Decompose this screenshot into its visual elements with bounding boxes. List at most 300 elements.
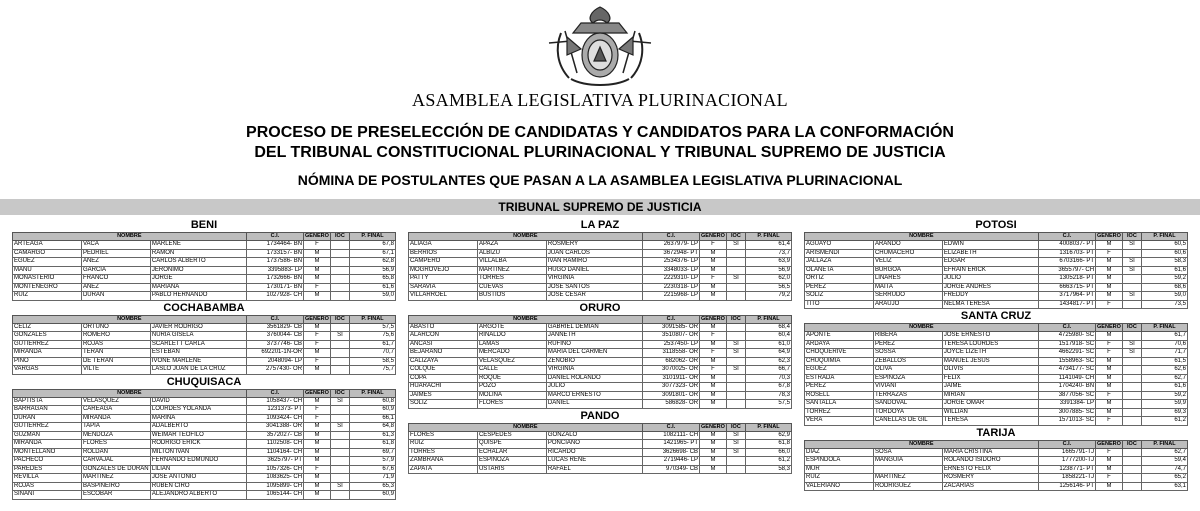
- cell-ci: 1065144- CH: [246, 491, 303, 500]
- cell-genero: M: [1096, 332, 1123, 341]
- department-title: POTOSI: [975, 219, 1017, 231]
- cell-paterno: TORRES: [409, 448, 478, 457]
- table-row: [805, 448, 1188, 457]
- cell-final: 61,2: [1142, 417, 1188, 426]
- cell-materno: LAMAS: [477, 340, 546, 349]
- cell-genero: M: [304, 266, 331, 275]
- cell-ci: 3510807- OR: [642, 332, 699, 341]
- cell-nombres: JUAN CARLOS: [546, 249, 642, 258]
- cell-final: 61,6: [1142, 266, 1188, 275]
- cell-ci: 1517918- SC: [1038, 340, 1095, 349]
- cell-final: 62,3: [746, 357, 792, 366]
- cell-nombres: FREDDY: [942, 292, 1038, 301]
- cell-paterno: RUIZ: [13, 292, 82, 301]
- cell-final: 62,8: [350, 258, 396, 267]
- cell-ci: 6663715- PT: [1038, 283, 1095, 292]
- cell-nombres: MARIA DEL CARMEN: [546, 349, 642, 358]
- table-row: [13, 491, 396, 500]
- cell-ci: 1704240- BN: [1038, 383, 1095, 392]
- cell-final: 60,8: [350, 397, 396, 406]
- cell-paterno: PEREZ: [805, 383, 874, 392]
- cell-materno: QUISPE: [477, 440, 546, 449]
- cell-ioc: [330, 414, 349, 423]
- cell-ci: 3091585- OR: [642, 323, 699, 332]
- cell-final: 61,4: [746, 241, 792, 250]
- cell-ci: 1104164- CH: [246, 448, 303, 457]
- cell-ioc: SI: [330, 423, 349, 432]
- cell-ci: 3070025- OR: [642, 366, 699, 375]
- cell-ci: 1231373- PT: [246, 406, 303, 415]
- cell-nombres: ALEJANDRO ALBERTO: [150, 491, 246, 500]
- cell-ci: 3101911- OR: [642, 374, 699, 383]
- header-ioc: IOC: [330, 315, 349, 323]
- cell-nombres: ZENOBIO: [546, 357, 642, 366]
- cell-nombres: LILIAN: [150, 465, 246, 474]
- candidates-table: [408, 315, 792, 409]
- table-row: [805, 408, 1188, 417]
- cell-nombres: ERNESTO FELIX: [942, 465, 1038, 474]
- cell-ci: 1238771- PT: [1038, 465, 1095, 474]
- table-header-row: [13, 233, 396, 241]
- cell-ioc: SI: [726, 241, 745, 250]
- subtitle: NÓMINA DE POSTULANTES QUE PASAN A LA ASAMBLEA LEGISLATIVA PLURINACIONAL: [297, 172, 903, 188]
- cell-paterno: ESTRADA: [805, 374, 874, 383]
- cell-paterno: PAREDES: [13, 465, 82, 474]
- cell-ci: 1734464- BN: [246, 241, 303, 250]
- table-row: [13, 332, 396, 341]
- header-ci: C.I.: [246, 233, 303, 241]
- header-nombre: NOMBRE: [13, 233, 247, 241]
- header-genero: GÉNERO: [305, 233, 329, 239]
- cell-final: 59,9: [1142, 400, 1188, 409]
- cell-ci: 2215968- LP: [642, 292, 699, 301]
- cell-ioc: [726, 357, 745, 366]
- cell-final: 62,6: [1142, 366, 1188, 375]
- table-row: [805, 292, 1188, 301]
- table-header-row: [805, 233, 1188, 241]
- cell-final: 60,5: [1142, 241, 1188, 250]
- cell-genero: M: [700, 340, 727, 349]
- cell-genero: F: [304, 283, 331, 292]
- cell-materno: ALBIZU: [477, 249, 546, 258]
- cell-ci: 3348033- LP: [642, 266, 699, 275]
- cell-paterno: MANU: [13, 266, 82, 275]
- table-row: [13, 414, 396, 423]
- cell-final: 56,5: [746, 283, 792, 292]
- cell-nombres: RAFAEL: [546, 465, 642, 474]
- cell-ioc: [1122, 391, 1141, 400]
- cell-ci: 3077323- OR: [642, 383, 699, 392]
- cell-paterno: EGUEZ: [13, 258, 82, 267]
- cell-materno: CARVAJAL: [81, 457, 150, 466]
- cell-ioc: SI: [726, 431, 745, 440]
- cell-final: 56,9: [746, 266, 792, 275]
- cell-ioc: [726, 332, 745, 341]
- cell-genero: M: [1096, 283, 1123, 292]
- header-genero: GÉNERO: [701, 315, 725, 322]
- cell-genero: M: [304, 397, 331, 406]
- cell-final: 65,3: [350, 482, 396, 491]
- cell-final: 66,1: [350, 414, 396, 423]
- cell-final: 69,3: [1142, 408, 1188, 417]
- header-ioc: IOC: [1122, 440, 1141, 448]
- table-row: [409, 448, 792, 457]
- header-nombre: NOMBRE: [805, 233, 1039, 241]
- cell-genero: F: [304, 414, 331, 423]
- cell-ioc: [330, 323, 349, 332]
- cell-ioc: SI: [726, 349, 745, 358]
- table-row: [805, 266, 1188, 275]
- cell-final: 59,4: [1142, 457, 1188, 466]
- cell-ioc: SI: [726, 448, 745, 457]
- coat-of-arms-emblem: [541, 3, 659, 88]
- cell-materno: ORTUÑO: [81, 323, 150, 332]
- cell-nombres: EFRAIN ERICK: [942, 266, 1038, 275]
- cell-nombres: TERESA: [942, 417, 1038, 426]
- cell-final: 67,8: [350, 241, 396, 250]
- cell-ioc: [726, 374, 745, 383]
- cell-nombres: RAMON: [150, 249, 246, 258]
- department-potosi: [804, 219, 1188, 309]
- cell-final: 70,6: [1142, 340, 1188, 349]
- cell-ioc: SI: [1122, 266, 1141, 275]
- cell-final: 59,2: [1142, 391, 1188, 400]
- cell-ioc: [1122, 332, 1141, 341]
- header-ci: C.I.: [1038, 233, 1095, 241]
- cell-ci: 3625797- PT: [246, 457, 303, 466]
- cell-final: 67,1: [350, 249, 396, 258]
- cell-materno: GARCIA: [81, 266, 150, 275]
- header-final: P. FINAL: [350, 315, 396, 323]
- cell-materno: CHUMACERO: [873, 249, 942, 258]
- cell-genero: M: [1096, 366, 1123, 375]
- header-ioc: IOC: [330, 233, 349, 241]
- cell-ioc: [330, 241, 349, 250]
- cell-nombres: MARIA CRISTINA: [942, 448, 1038, 457]
- cell-paterno: ORTIZ: [805, 275, 874, 284]
- cell-paterno: SARAVIA: [409, 283, 478, 292]
- cell-materno: ROMERO: [81, 332, 150, 341]
- cell-ioc: [1122, 482, 1141, 491]
- cell-final: 61,7: [1142, 332, 1188, 341]
- cell-nombres: DANIEL: [546, 400, 642, 409]
- cell-nombres: VIRGINIA: [546, 275, 642, 284]
- cell-nombres: RUBEN CIRO: [150, 482, 246, 491]
- cell-genero: F: [700, 366, 727, 375]
- cell-nombres: MANUEL JESUS: [942, 357, 1038, 366]
- cell-genero: F: [304, 357, 331, 366]
- cell-paterno: ZAPATA: [409, 465, 478, 474]
- department-chuquisaca: [12, 376, 396, 500]
- cell-ci: 2637979- LP: [642, 241, 699, 250]
- cell-materno: RIBERA: [873, 332, 942, 341]
- cell-ioc: [1122, 383, 1141, 392]
- cell-ioc: [1122, 300, 1141, 309]
- table-header-row: [409, 315, 792, 323]
- department-santa-cruz: [804, 310, 1188, 426]
- candidates-table: [804, 323, 1188, 426]
- cell-ioc: [1122, 448, 1141, 457]
- cell-final: 61,6: [1142, 383, 1188, 392]
- cell-ioc: [330, 406, 349, 415]
- cell-ioc: SI: [1122, 258, 1141, 267]
- cell-ci: 1305218- PT: [1038, 275, 1095, 284]
- cell-genero: F: [304, 465, 331, 474]
- cell-genero: F: [1096, 448, 1123, 457]
- cell-materno: VILTE: [81, 366, 150, 375]
- table-row: [13, 340, 396, 349]
- table-row: [805, 374, 1188, 383]
- table-row: [13, 448, 396, 457]
- cell-paterno: CHUQUIMIA: [805, 357, 874, 366]
- cell-ci: 1316703- PT: [1038, 249, 1095, 258]
- cell-ioc: [1122, 366, 1141, 375]
- cell-materno: SOSSA: [873, 349, 942, 358]
- department-oruro: [408, 302, 792, 409]
- cell-ci: 1058437- CH: [246, 397, 303, 406]
- table-row: [13, 241, 396, 250]
- table-row: [409, 366, 792, 375]
- cell-ci: 1777200-TJ: [1038, 457, 1095, 466]
- cell-final: 70,7: [350, 349, 396, 358]
- table-header-row: [805, 440, 1188, 448]
- cell-ioc: SI: [1122, 349, 1141, 358]
- cell-final: 68,4: [746, 323, 792, 332]
- cell-nombres: ROSMERY: [942, 474, 1038, 483]
- cell-materno: MANGUIA: [873, 457, 942, 466]
- cell-final: 60,6: [1142, 249, 1188, 258]
- cell-materno: VELASQUEZ: [81, 397, 150, 406]
- cell-paterno: CALIZAYA: [409, 357, 478, 366]
- cell-paterno: TORREZ: [805, 408, 874, 417]
- cell-nombres: PABLO HERNANDO: [150, 292, 246, 301]
- cell-nombres: MIRIAN: [942, 391, 1038, 400]
- header-genero: GÉNERO: [305, 389, 329, 396]
- table-row: [409, 241, 792, 250]
- cell-paterno: SOLIZ: [805, 292, 874, 301]
- table-row: [805, 332, 1188, 341]
- cell-materno: TORRES: [477, 275, 546, 284]
- cell-final: 64,8: [350, 423, 396, 432]
- cell-genero: F: [700, 349, 727, 358]
- cell-materno: CAREAGA: [81, 406, 150, 415]
- cell-materno: VELIZ: [873, 258, 942, 267]
- cell-paterno: MOGROVEJO: [409, 266, 478, 275]
- cell-final: 57,5: [746, 400, 792, 409]
- header-final: P. FINAL: [350, 233, 396, 241]
- cell-ci: 1095899- CH: [246, 482, 303, 491]
- cell-ioc: SI: [330, 397, 349, 406]
- cell-ci: 1732666- BN: [246, 275, 303, 284]
- cell-final: 58,5: [350, 357, 396, 366]
- cell-nombres: RUFINO: [546, 340, 642, 349]
- cell-final: 75,6: [350, 332, 396, 341]
- cell-genero: M: [700, 357, 727, 366]
- table-row: [805, 275, 1188, 284]
- cell-final: 58,3: [746, 465, 792, 474]
- cell-ci: 4662291- SC: [1038, 349, 1095, 358]
- cell-paterno: ROSELL: [805, 391, 874, 400]
- cell-ci: 2230318- LP: [642, 283, 699, 292]
- table-row: [805, 465, 1188, 474]
- table-row: [13, 440, 396, 449]
- cell-final: 57,5: [350, 323, 396, 332]
- cell-ci: 2534376- LP: [642, 258, 699, 267]
- header-ioc: IOC: [726, 315, 745, 323]
- table-row: [409, 391, 792, 400]
- header-ci: C.I.: [642, 315, 699, 323]
- cell-ci: 4008037- PT: [1038, 241, 1095, 250]
- cell-final: 73,5: [1142, 300, 1188, 309]
- cell-nombres: JAIME: [942, 383, 1038, 392]
- cell-paterno: BERRIOS: [409, 249, 478, 258]
- cell-nombres: JOSE ERNESTO: [942, 332, 1038, 341]
- cell-final: 65,2: [1142, 474, 1188, 483]
- cell-nombres: ROSMERY: [546, 241, 642, 250]
- cell-genero: M: [304, 440, 331, 449]
- department-title: LA PAZ: [580, 219, 620, 231]
- header-nombre: NOMBRE: [409, 315, 643, 323]
- cell-nombres: RODRIGO ERICK: [150, 440, 246, 449]
- cell-genero: F: [1096, 349, 1123, 358]
- cell-materno: USTARIS: [477, 465, 546, 474]
- cell-nombres: FELIX: [942, 374, 1038, 383]
- title-line-2: DEL TRIBUNAL CONSTITUCIONAL PLURINACIONAL Y TRIBUNAL SUPREMO DE JUSTICIA: [254, 144, 946, 161]
- cell-genero: M: [1096, 258, 1123, 267]
- cell-ioc: [1122, 374, 1141, 383]
- cell-materno: POZO: [477, 383, 546, 392]
- cell-genero: M: [304, 491, 331, 500]
- cell-ioc: SI: [726, 275, 745, 284]
- cell-ioc: [330, 448, 349, 457]
- cell-nombres: JOSE ANTONIO: [150, 474, 246, 483]
- cell-nombres: PONCIANO: [546, 440, 642, 449]
- cell-final: 62,7: [1142, 448, 1188, 457]
- cell-genero: M: [700, 249, 727, 258]
- cell-materno: PEREZ: [873, 340, 942, 349]
- cell-final: 75,7: [350, 366, 396, 375]
- table-header-row: [409, 423, 792, 431]
- cell-nombres: TERESA LOURDES: [942, 340, 1038, 349]
- cell-nombres: GONZALO: [546, 431, 642, 440]
- cell-paterno: ALIAGA: [409, 241, 478, 250]
- cell-paterno: SOLIZ: [409, 400, 478, 409]
- cell-ci: 3395883- LP: [246, 266, 303, 275]
- cell-ci: 2757430- OR: [246, 366, 303, 375]
- cell-genero: M: [304, 366, 331, 375]
- cell-materno: AÑEZ: [81, 283, 150, 292]
- cell-paterno: RUIZ: [805, 474, 874, 483]
- cell-nombres: VIRGINIA: [546, 366, 642, 375]
- cell-final: 62,7: [1142, 374, 1188, 383]
- cell-ci: 3877056- SC: [1038, 391, 1095, 400]
- cell-paterno: HUARACHI: [409, 383, 478, 392]
- cell-nombres: MARIANA: [150, 283, 246, 292]
- table-row: [13, 431, 396, 440]
- cell-paterno: BEJARANO: [409, 349, 478, 358]
- cell-final: 74,7: [1142, 465, 1188, 474]
- cell-paterno: MUR: [805, 465, 874, 474]
- table-row: [409, 383, 792, 392]
- cell-ioc: [330, 283, 349, 292]
- cell-ci: 3717964- PT: [1038, 292, 1095, 301]
- cell-materno: VACA: [81, 241, 150, 250]
- department-title: BENI: [190, 219, 218, 231]
- cell-ioc: [1122, 275, 1141, 284]
- cell-ioc: [330, 266, 349, 275]
- cell-materno: CUEVAS: [477, 283, 546, 292]
- cell-final: 73,7: [746, 249, 792, 258]
- cell-ci: 3672948- PT: [642, 249, 699, 258]
- cell-materno: ARANDO: [873, 241, 942, 250]
- candidates-table: [408, 232, 792, 301]
- table-row: [805, 357, 1188, 366]
- table-header-row: [13, 315, 396, 323]
- cell-materno: MAITA: [873, 283, 942, 292]
- cell-final: 70,3: [746, 374, 792, 383]
- cell-genero: M: [700, 431, 727, 440]
- department-title: TARIJA: [976, 426, 1016, 439]
- cell-genero: F: [700, 332, 727, 341]
- table-row: [409, 340, 792, 349]
- header-genero: GÉNERO: [701, 423, 725, 430]
- header-final: P. FINAL: [1142, 324, 1188, 332]
- cell-ci: 2719446- LP: [642, 457, 699, 466]
- cell-ioc: [726, 323, 745, 332]
- cell-final: 63,9: [746, 258, 792, 267]
- candidates-table: [804, 232, 1188, 309]
- cell-nombres: DAVID: [150, 397, 246, 406]
- cell-ioc: SI: [330, 482, 349, 491]
- table-row: [13, 357, 396, 366]
- header-ci: C.I.: [642, 233, 699, 241]
- cell-final: 67,6: [350, 465, 396, 474]
- header-ioc: IOC: [1122, 233, 1141, 241]
- cell-genero: M: [700, 374, 727, 383]
- cell-paterno: COPA: [409, 374, 478, 383]
- cell-ci: 692201-1N-OR: [246, 349, 303, 358]
- cell-materno: MOLINA: [477, 391, 546, 400]
- header-nombre: NOMBRE: [805, 324, 1039, 332]
- cell-ioc: [726, 465, 745, 474]
- cell-ioc: [726, 383, 745, 392]
- cell-genero: F: [1096, 417, 1123, 426]
- header-genero: GÉNERO: [701, 233, 725, 239]
- cell-paterno: VERA: [805, 417, 874, 426]
- table-row: [409, 374, 792, 383]
- header-final: P. FINAL: [746, 233, 792, 241]
- cell-paterno: CAMARGO: [13, 249, 82, 258]
- cell-ioc: [1122, 400, 1141, 409]
- cell-ioc: [330, 474, 349, 483]
- cell-final: 58,3: [1142, 258, 1188, 267]
- cell-ci: 1737586- BN: [246, 258, 303, 267]
- cell-ci: 3561829- CB: [246, 323, 303, 332]
- cell-genero: M: [700, 292, 727, 301]
- cell-genero: M: [304, 423, 331, 432]
- cell-ci: 1093424- CH: [246, 414, 303, 423]
- table-row: [409, 258, 792, 267]
- cell-final: 78,3: [746, 391, 792, 400]
- cell-ci: 3118558- OR: [642, 349, 699, 358]
- cell-final: 59,0: [1142, 292, 1188, 301]
- cell-materno: GONZALES DE DURAN: [82, 465, 149, 472]
- cell-ioc: SI: [1122, 292, 1141, 301]
- cell-genero: M: [1096, 357, 1123, 366]
- table-row: [805, 474, 1188, 483]
- cell-paterno: COLQUE: [409, 366, 478, 375]
- cell-nombres: DANIEL ROLANDO: [546, 374, 642, 383]
